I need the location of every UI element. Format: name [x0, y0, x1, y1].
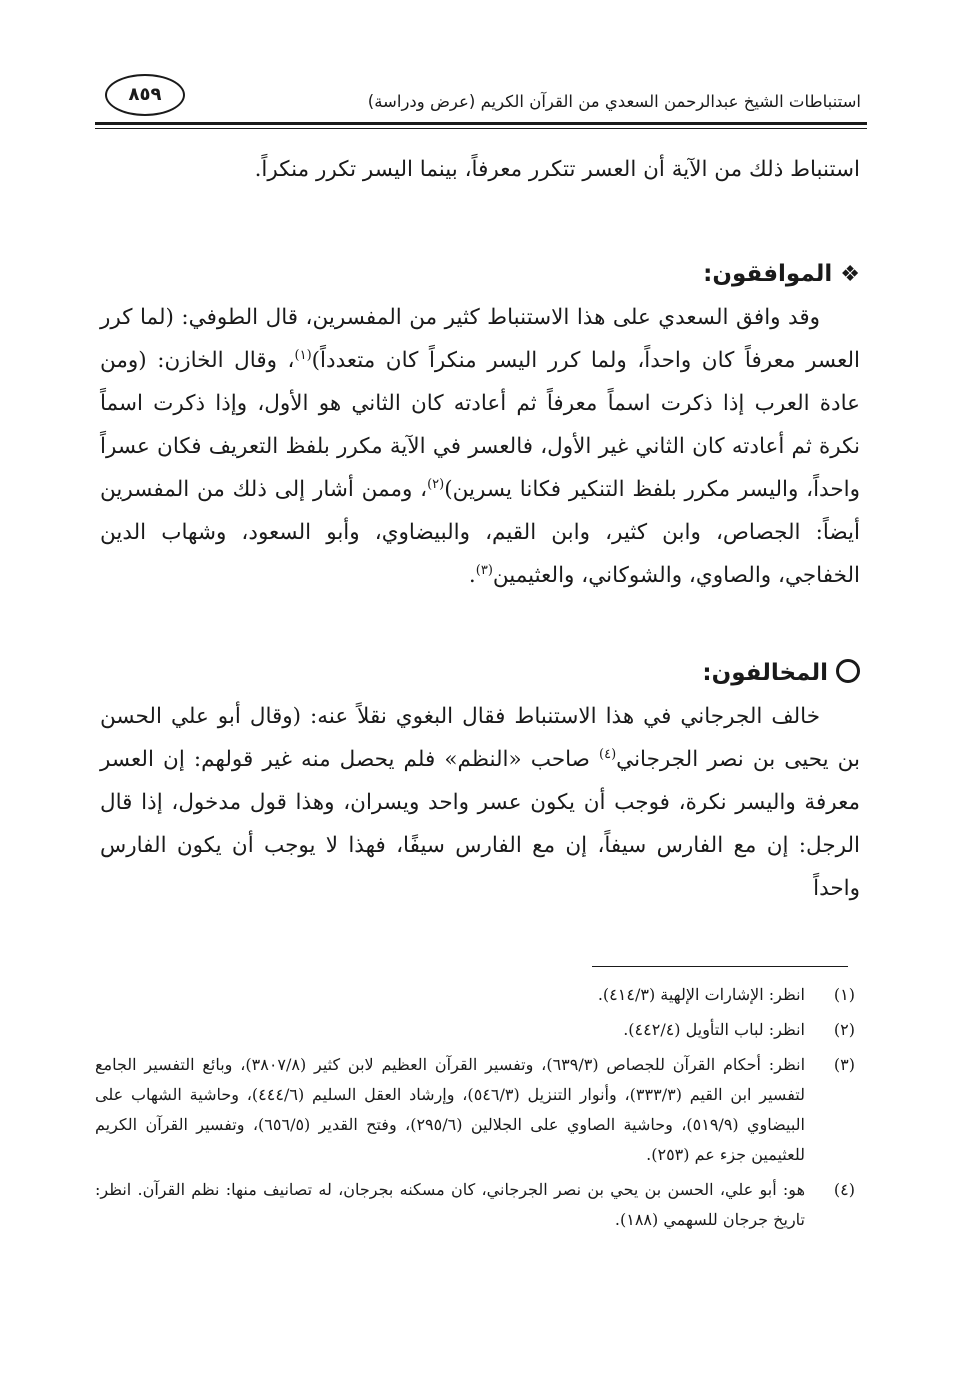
- opposing-heading: [100, 652, 860, 695]
- opposing-paragraph: [100, 695, 860, 910]
- footnote-ref-2: (٢): [427, 476, 445, 492]
- agreeing-text-2: ، وقال الخازن: (ومن عادة العرب إذا ذكرت اسماً معرفاً ثم أعادته كان الثاني هو الأول، وإذا ذكرت اسماً نكرة ثم أعادته كان الثاني غير الأول، فالعسر في الآية مكرر بلفظ التعريف فكان عسراً واحداً، واليسر مكرر بلفظ التنكير فكانا يسرين): [100, 348, 860, 502]
- footnote-number: (٤): [833, 1180, 855, 1199]
- main-text: [100, 148, 860, 910]
- intro-line: استنباط ذلك من الآية أن العسر تتكرر معرفاً، بينما اليسر تكرر منكراً.: [254, 157, 860, 182]
- running-header: [95, 70, 867, 122]
- footnote-item: [95, 980, 855, 1010]
- footnote-text: هو: أبو علي، الحسن بن يحي بن نصر الجرجاني، كان مسكنه بجرجان، له تصانيف منها: نظم القرآن. انظر: تاريخ جرجان للسهمي (١٨٨).: [95, 1180, 805, 1229]
- footnote-ref-3: (٣): [475, 562, 493, 578]
- footnote-item: [95, 1050, 855, 1170]
- opposing-text-1: خالف الجرجاني في هذا الاستنباط فقال البغوي نقلاً عنه: (وقال أبو علي الحسن بن يحيى بن نصر الجرجاني: [100, 704, 860, 772]
- header-rule-thick: [95, 122, 867, 125]
- book-title: استنباطات الشيخ عبدالرحمن السعدي من القرآن الكريم (عرض ودراسة): [367, 92, 861, 111]
- footnote-item: [95, 1015, 855, 1045]
- agreeing-text-3: ، وممن أشار إلى ذلك من المفسرين أيضاً: الجصاص، وابن كثير، وابن القيم، والبيضاوي، وأبو السعود، وشهاب الدين الخفاجي، والصاوي، والشوكاني، والعثيمين: [100, 477, 860, 588]
- opposing-text-2: صاحب «النظم» فلم يحصل منه غير قولهم: إن العسر معرفة واليسر نكرة، فوجب أن يكون عسر واحد ويسران، وهذا قول مدخول، إذا قال الرجل: إن مع الفارس سيفاً، إن مع الفارس سيفًا، فهذا لا يوجب أن يكون الفارس واحداً: [100, 747, 860, 901]
- footnote-text: انظر: الإشارات الإلهية (٤١٤/٣).: [597, 985, 805, 1004]
- footnote-text: انظر: أحكام القرآن للجصاص (٦٣٩/٣)، وتفسير القرآن العظيم لابن كثير (٣٨٠٧/٨)، وبائع التفسير الجامع لتفسير ابن القيم (٣٣٣/٣)، وأنوار التنزيل (٥٤٦/٣)، وإرشاد العقل السليم (٤٤٤/٦)، وحاشية الشهاب على البيضاوي (٥١٩/٩)، وحاشية الصاوي على الجلالين (٢٩٥/٦)، وفتح القدير (٦٥٦/٥)، وتفسير القرآن الكريم للعثيمين جزء عم (٢٥٣).: [95, 1055, 806, 1164]
- footnote-number: (٢): [833, 1020, 855, 1039]
- agreeing-text-4: .: [468, 563, 476, 588]
- footnote-ref-1: (١): [294, 347, 312, 363]
- circle-bullet-icon: [836, 659, 860, 683]
- agreeing-heading: [100, 253, 860, 296]
- diamond-bullet-icon: ❖: [840, 262, 860, 287]
- footnotes: [95, 980, 855, 1240]
- footnote-item: [95, 1175, 855, 1235]
- footnote-ref-4: (٤): [599, 746, 617, 762]
- opposing-heading-text: المخالفون:: [702, 660, 828, 686]
- page-number: ٨٥٩: [105, 74, 185, 116]
- agreeing-heading-text: الموافقون:: [703, 261, 833, 287]
- header-rule-thin: [95, 128, 867, 129]
- footnote-number: (١): [833, 985, 855, 1004]
- footnote-number: (٣): [833, 1055, 855, 1074]
- footnote-text: انظر: لباب التأويل (٤٤٢/٤).: [623, 1020, 805, 1039]
- agreeing-paragraph: [100, 296, 860, 597]
- agreeing-text-1: وقد وافق السعدي على هذا الاستنباط كثير من المفسرين، قال الطوفي: (لما كرر العسر معرفاً كان واحداً، ولما كرر اليسر منكراً كان متعدداً): [100, 305, 860, 373]
- footnote-separator: [592, 966, 848, 967]
